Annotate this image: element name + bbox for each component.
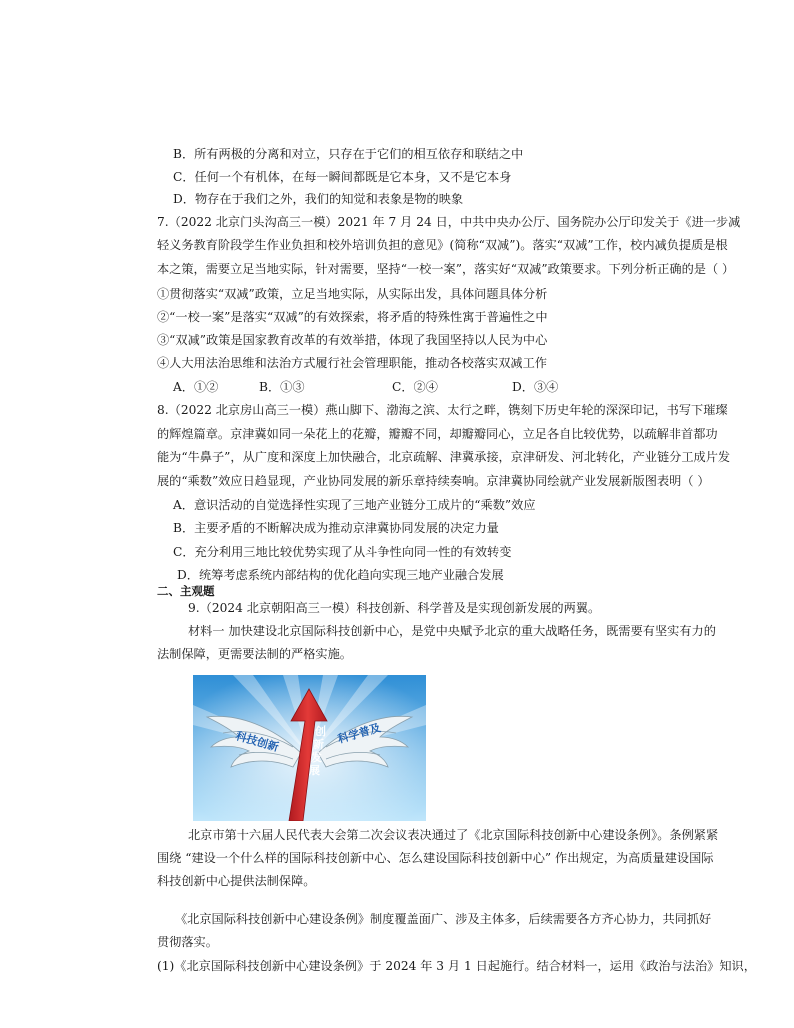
q7-statement-4: ④人大用法治思维和法治方式履行社会管理职能，推动各校落实双减工作 bbox=[157, 356, 547, 370]
q7-option-b: B．①③ bbox=[259, 380, 305, 394]
q9-paragraph-1-line-2: 围绕 “建设一个什么样的国际科技创新中心、怎么建设国际科技创新中心” 作出规定，为高质量建设国际 bbox=[157, 851, 714, 865]
q7-statement-3: ③“双减”政策是国家教育改革的有效举措，体现了我国坚持以人民为中心 bbox=[157, 333, 548, 347]
q7-statement-1: ①贯彻落实“双减”政策，立足当地实际，从实际出发，具体问题具体分析 bbox=[157, 287, 548, 301]
arrow-label: 创新发展 bbox=[309, 725, 326, 777]
q9-subquestion-1: (1)《北京国际科技创新中心建设条例》于 2024 年 3 月 1 日起施行。结合材料一，运用《政治与法治》知识， bbox=[157, 959, 756, 973]
innovation-graphic bbox=[193, 675, 426, 821]
q8-stem-line-4: 展的“乘数”效应日趋显现，产业协同发展的新乐章持续奏响。京津冀协同绘就产业发展新版图表明（ ） bbox=[157, 474, 710, 488]
q9-material-1-line-1: 材料一 加快建设北京国际科技创新中心，是党中央赋予北京的重大战略任务，既需要有坚实有力的 bbox=[188, 624, 716, 638]
left-wing-label: 科技创新 bbox=[234, 729, 281, 755]
q7-stem-line-2: 轻义务教育阶段学生作业负担和校外培训负担的意见》(简称“双减”)。落实“双减”工作，校内减负提质是根 bbox=[157, 238, 728, 252]
q8-option-b: B．主要矛盾的不断解决成为推动京津冀协同发展的决定力量 bbox=[173, 521, 499, 535]
q7-stem-line-3: 本之策，需要立足当地实际，针对需要，坚持“一校一案”，落实好“双减”政策要求。下列分析正确的是（ ） bbox=[157, 262, 735, 276]
q7-statement-2: ②“一校一案”是落实“双减”的有效探索，将矛盾的特殊性寓于普遍性之中 bbox=[157, 310, 548, 324]
innovation-illustration bbox=[193, 675, 426, 821]
q9-paragraph-1-line-3: 科技创新中心提供法制保障。 bbox=[157, 874, 316, 888]
q8-stem-line-3: 能为“牛鼻子”，从广度和深度上加快融合，北京疏解、津冀承接，京津研发、河北转化，产业链分工成片发 bbox=[157, 450, 731, 464]
q7-stem-line-1: 7.（2022 北京门头沟高三一模）2021 年 7 月 24 日，中共中央办公厅、国务院办公厅印发关于《进一步减 bbox=[157, 215, 741, 229]
q9-stem: 9.（2024 北京朝阳高三一模）科技创新、科学普及是实现创新发展的两翼。 bbox=[188, 601, 601, 615]
q8-option-c: C．充分利用三地比较优势实现了从斗争性向同一性的有效转变 bbox=[173, 545, 512, 559]
q8-option-d: D．统筹考虑系统内部结构的优化趋向实现三地产业融合发展 bbox=[177, 568, 504, 582]
right-wing-label: 科学普及 bbox=[336, 721, 383, 746]
q9-paragraph-1-line-1: 北京市第十六届人民代表大会第二次会议表决通过了《北京国际科技创新中心建设条例》。条例紧紧 bbox=[188, 828, 719, 842]
section-2-heading: 二、主观题 bbox=[157, 584, 215, 598]
q8-stem-line-1: 8.（2022 北京房山高三一模）燕山脚下、渤海之滨、太行之畔，镌刻下历史年轮的深深印记，书写下璀璨 bbox=[157, 403, 728, 417]
q7-option-a: A．①② bbox=[173, 380, 219, 394]
q7-option-d: D．③④ bbox=[512, 380, 559, 394]
q6-option-b: B．所有两极的分离和对立，只存在于它们的相互依存和联结之中 bbox=[173, 147, 524, 161]
q6-option-c: C．任何一个有机体，在每一瞬间都既是它本身，又不是它本身 bbox=[173, 170, 512, 184]
q9-paragraph-2-line-1: 《北京国际科技创新中心建设条例》制度覆盖面广、涉及主体多，后续需要各方齐心协力，共同抓好 bbox=[175, 912, 712, 926]
q7-option-c: C．②④ bbox=[392, 380, 438, 394]
q8-option-a: A．意识活动的自觉选择性实现了三地产业链分工成片的“乘数”效应 bbox=[173, 498, 536, 512]
q8-stem-line-2: 的辉煌篇章。京津冀如同一朵花上的花瓣，瓣瓣不同，却瓣瓣同心，立足各自比较优势，以疏解非首都功 bbox=[157, 427, 718, 441]
q9-paragraph-2-line-2: 贯彻落实。 bbox=[157, 935, 218, 949]
q9-material-1-line-2: 法制保障，更需要法制的严格实施。 bbox=[157, 647, 352, 661]
q6-option-d: D．物存在于我们之外，我们的知觉和表象是物的映象 bbox=[173, 192, 464, 206]
